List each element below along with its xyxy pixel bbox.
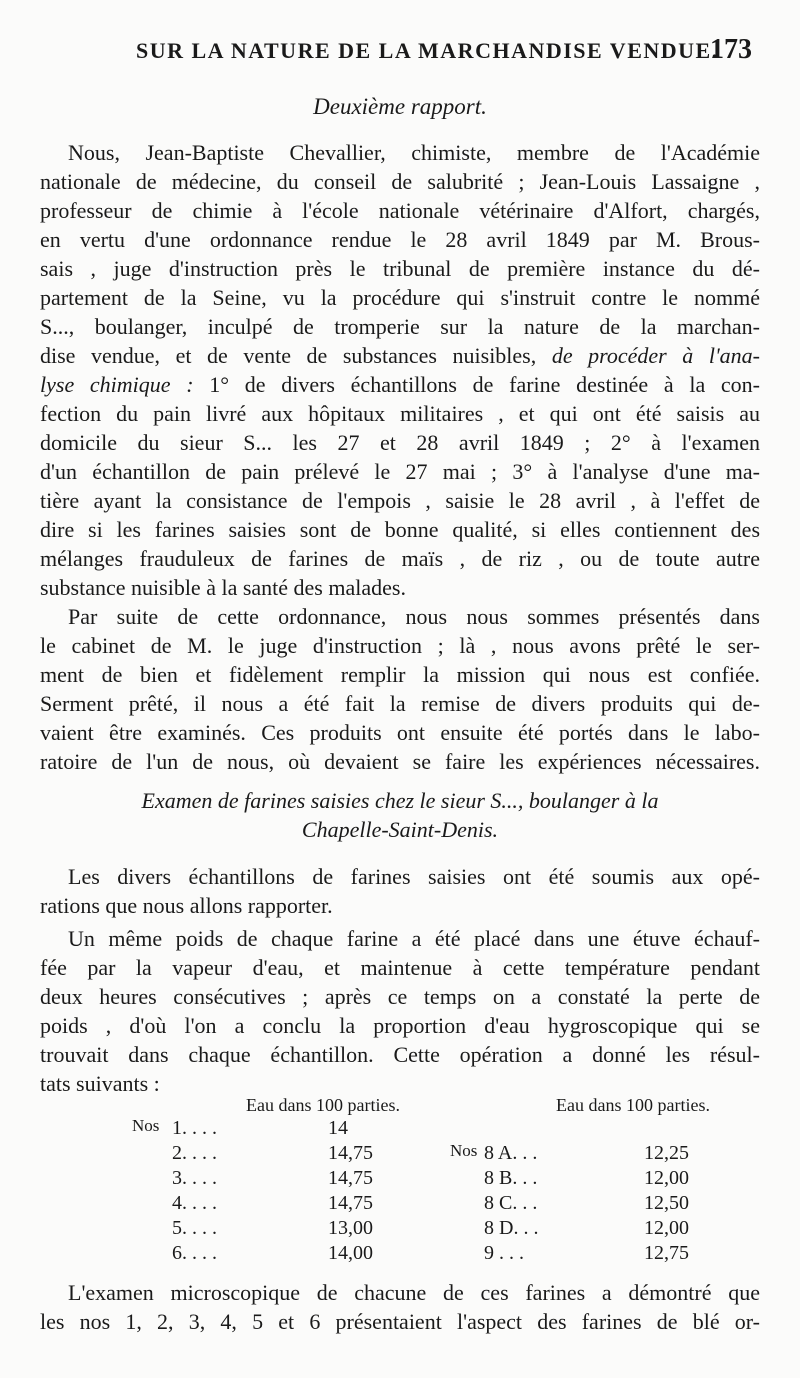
table-row-label: 8 A. . . — [484, 1142, 538, 1164]
table-row-value: 14,75 — [328, 1192, 373, 1214]
table-row-label: 6. . . . — [172, 1242, 217, 1264]
text-line: d'un échantillon de pain prélevé le 27 mai ; 3° à l'analyse d'une ma- — [40, 459, 760, 484]
text-line: fée par la vapeur d'eau, et maintenue à cette température pendant — [40, 955, 760, 980]
text-line: dire si les farines saisies sont de bonne qualité, si elles contiennent des — [40, 517, 760, 542]
subheading-line: Chapelle-Saint-Denis. — [301, 817, 499, 842]
text-line: fection du pain livré aux hôpitaux militaires , et qui ont été saisis au — [40, 401, 760, 426]
text-line: Les divers échantillons de farines saisies ont été soumis aux opé- — [68, 864, 760, 889]
text-line: trouvait dans chaque échantillon. Cette opération a donné les résul- — [40, 1042, 760, 1067]
text-line: ratoire de l'un de nous, où devaient se faire les expériences nécessaires. — [40, 749, 760, 774]
table-row-label: 8 C. . . — [484, 1192, 538, 1214]
text-segment: 1° de divers échantillons de farine destinée à la con- — [209, 372, 761, 397]
text-line: mélanges frauduleux de farines de maïs , de riz , ou de toute autre — [40, 546, 760, 571]
text-line: vaient être examinés. Ces produits ont ensuite été portés dans le labo- — [40, 720, 760, 745]
running-head: SUR LA NATURE DE LA MARCHANDISE VENDUE. — [136, 38, 719, 63]
text-line: partement de la Seine, vu la procédure qui s'instruit contre le nommé — [40, 285, 760, 310]
table-row-label: 4. . . . — [172, 1192, 217, 1214]
text-line: ment de bien et fidèlement remplir la mission qui nous est confiée. — [40, 662, 760, 687]
text-line: les nos 1, 2, 3, 4, 5 et 6 présentaient l'aspect des farines de blé or- — [40, 1309, 760, 1334]
table-row-value: 12,50 — [644, 1192, 689, 1214]
table-row-value: 12,25 — [644, 1142, 689, 1164]
page-number: 173 — [710, 34, 752, 65]
table-row-value: 13,00 — [328, 1217, 373, 1239]
table-row-label: 9 . . . — [484, 1242, 524, 1264]
text-line: Serment prêté, il nous a été fait la remise de divers produits qui de- — [40, 691, 760, 716]
table-row-label: 5. . . . — [172, 1217, 217, 1239]
italic-segment: de procéder à l'ana- — [551, 343, 760, 368]
text-line: nationale de médecine, du conseil de salubrité ; Jean-Louis Lassaigne , — [40, 169, 760, 194]
text-line: Par suite de cette ordonnance, nous nous sommes présentés dans — [68, 604, 760, 629]
table-row-value: 14,75 — [328, 1142, 373, 1164]
text-line — [40, 370, 760, 399]
table-row-label: 8 D. . . — [484, 1217, 539, 1239]
text-line: L'examen microscopique de chacune de ces farines a démontré que — [68, 1280, 760, 1305]
table-row-label: 3. . . . — [172, 1167, 217, 1189]
text-line: Un même poids de chaque farine a été placé dans une étuve échauf- — [68, 926, 760, 951]
table-row-label: 8 B. . . — [484, 1167, 538, 1189]
text-line: Nous, Jean-Baptiste Chevallier, chimiste, membre de l'Académie — [68, 140, 760, 165]
text-line: tats suivants : — [40, 1071, 160, 1096]
table-row-value: 12,75 — [644, 1242, 689, 1264]
table-row-label: 1. . . . — [172, 1117, 217, 1139]
text-line: rations que nous allons rapporter. — [40, 893, 333, 918]
table-row-value: 14 — [328, 1117, 348, 1139]
text-line: S..., boulanger, inculpé de tromperie sur la nature de la marchan- — [40, 314, 760, 339]
table-header-right: Eau dans 100 parties. — [556, 1095, 710, 1115]
italic-segment: lyse chimique : — [40, 372, 194, 397]
table-row-value: 12,00 — [644, 1167, 689, 1189]
table-header-left: Eau dans 100 parties. — [246, 1095, 400, 1115]
subheading-line: Examen de farines saisies chez le sieur S..., boulanger à la — [141, 788, 659, 813]
table-prefix: Nos — [450, 1141, 478, 1160]
text-line — [40, 341, 760, 370]
text-line: sais , juge d'instruction près le tribunal de première instance du dé- — [40, 256, 760, 281]
text-line: en vertu d'une ordonnance rendue le 28 avril 1849 par M. Brous- — [40, 227, 760, 252]
text-segment: dise vendue, et de vente de substances nuisibles, — [40, 343, 537, 368]
table-row-label: 2. . . . — [172, 1142, 217, 1164]
text-line: deux heures consécutives ; après ce temps on a constaté la perte de — [40, 984, 760, 1009]
text-line: le cabinet de M. le juge d'instruction ; là , nous avons prêté le ser- — [40, 633, 760, 658]
text-line: domicile du sieur S... les 27 et 28 avril 1849 ; 2° à l'examen — [40, 430, 760, 455]
text-line: substance nuisible à la santé des malades. — [40, 575, 406, 600]
section-title: Deuxième rapport. — [313, 94, 487, 119]
table-prefix: Nos — [132, 1116, 160, 1135]
text-line: poids , d'où l'on a conclu la proportion d'eau hygroscopique qui se — [40, 1013, 760, 1038]
table-row-value: 14,00 — [328, 1242, 373, 1264]
text-line: professeur de chimie à l'école nationale vétérinaire d'Alfort, chargés, — [40, 198, 760, 223]
table-row-value: 14,75 — [328, 1167, 373, 1189]
table-row-value: 12,00 — [644, 1217, 689, 1239]
text-line: tière ayant la consistance de l'empois , saisie le 28 avril , à l'effet de — [40, 488, 760, 513]
